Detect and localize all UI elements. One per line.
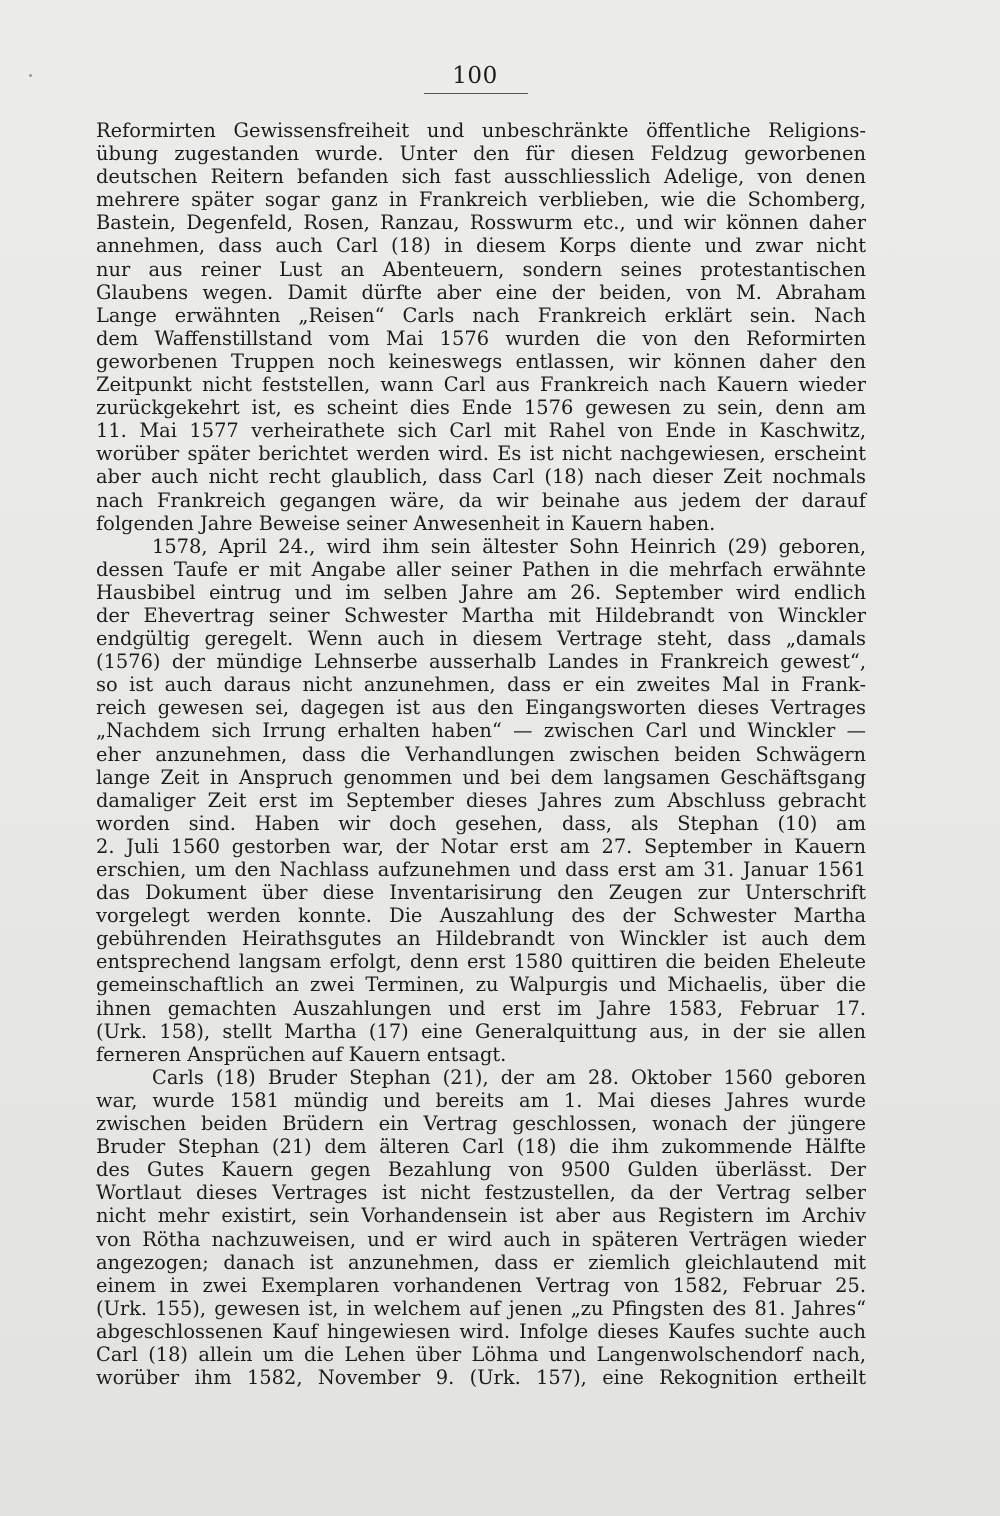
text-line: der Ehevertrag seiner Schwester Martha mit Hildebrandt von Winckler — [96, 603, 866, 627]
text-line: ihnen gemachten Auszahlungen und erst im Jahre 1583, Februar 17. — [96, 996, 866, 1020]
text-line: entsprechend langsam erfolgt, denn erst 1580 quittiren die beiden Eheleute — [96, 950, 866, 974]
text-line: aber auch nicht recht glaublich, dass Carl (18) nach dieser Zeit nochmals — [96, 465, 866, 489]
text-line: gemeinschaftlich an zwei Terminen, zu Walpurgis und Michaelis, über die — [96, 973, 866, 997]
text-line: einem in zwei Exemplaren vorhandenen Vertrag von 1582, Februar 25. — [96, 1273, 866, 1297]
text-line: geworbenen Truppen noch keineswegs entlassen, wir können daher den — [96, 349, 866, 373]
text-line: worüber ihm 1582, November 9. (Urk. 157), eine Rekognition ertheilt — [96, 1366, 866, 1390]
text-line: zwischen beiden Brüdern ein Vertrag geschlossen, wonach der jüngere — [96, 1112, 866, 1136]
text-line: Bastein, Degenfeld, Rosen, Ranzau, Rosswurm etc., und wir können daher — [96, 211, 866, 235]
text-line: zurückgekehrt ist, es scheint dies Ende 1576 gewesen zu sein, denn am — [96, 396, 866, 420]
page-number: 100 — [452, 63, 498, 89]
text-line: angezogen; danach ist anzunehmen, dass er ziemlich gleichlautend mit — [96, 1250, 866, 1274]
text-line: Carls (18) Bruder Stephan (21), der am 28. Oktober 1560 geboren — [152, 1065, 866, 1089]
text-line: erschien, um den Nachlass aufzunehmen und dass erst am 31. Januar 1561 — [96, 858, 866, 881]
text-line: „Nachdem sich Irrung erhalten haben“ — zwischen Carl und Winckler — — [96, 719, 866, 743]
text-line: damaliger Zeit erst im September dieses Jahres zum Abschluss gebracht — [96, 788, 866, 812]
text-line: ferneren Ansprüchen auf Kauern entsagt. — [96, 1042, 507, 1066]
text-line: endgültig geregelt. Wenn auch in diesem Vertrage steht, dass „damals — [96, 627, 866, 651]
text-line: Zeitpunkt nicht feststellen, wann Carl aus Frankreich nach Kauern wieder — [96, 373, 866, 397]
text-line: annehmen, dass auch Carl (18) in diesem Korps diente und zwar nicht — [96, 234, 866, 258]
text-line: lange Zeit in Anspruch genommen und bei dem langsamen Geschäftsgang — [96, 765, 866, 789]
text-line: 1578, April 24., wird ihm sein ältester Sohn Heinrich (29) geboren, — [152, 534, 866, 558]
text-line: (Urk. 158), stellt Martha (17) eine Generalquittung aus, in der sie allen — [96, 1019, 866, 1043]
text-line: Wortlaut dieses Vertrages ist nicht festzustellen, da der Vertrag selber — [96, 1181, 866, 1205]
text-line: 2. Juli 1560 gestorben war, der Notar erst am 27. September in Kauern — [96, 834, 866, 858]
text-line: dem Waffenstillstand vom Mai 1576 wurden die von den Reformirten — [96, 326, 866, 350]
text-line: Reformirten Gewissensfreiheit und unbeschränkte öffentliche Religions- — [96, 119, 866, 142]
text-line: Lange erwähnten „Reisen“ Carls nach Frankreich erklärt sein. Nach — [96, 303, 866, 327]
text-line: (1576) der mündige Lehnserbe ausserhalb Landes in Frankreich gewest“, — [96, 650, 866, 674]
text-line: so ist auch daraus nicht anzunehmen, dass er ein zweites Mal in Frank- — [96, 673, 866, 697]
body-text — [96, 119, 866, 1389]
paper-speck — [29, 74, 32, 77]
text-line: nach Frankreich gegangen wäre, da wir beinahe aus jedem der darauf — [96, 488, 866, 512]
text-line: Carl (18) allein um die Lehen über Löhma und Langenwolschendorf nach, — [96, 1342, 866, 1366]
text-line: vorgelegt werden konnte. Die Auszahlung des der Schwester Martha — [96, 904, 866, 928]
text-line: das Dokument über diese Inventarisirung den Zeugen zur Unterschrift — [96, 881, 866, 905]
text-line: Bruder Stephan (21) dem älteren Carl (18) die ihm zukommende Hälfte — [96, 1135, 866, 1159]
text-line: deutschen Reitern befanden sich fast ausschliesslich Adelige, von denen — [96, 165, 866, 189]
text-line: war, wurde 1581 mündig und bereits am 1. Mai dieses Jahres wurde — [96, 1088, 866, 1112]
text-line: 11. Mai 1577 verheirathete sich Carl mit Rahel von Ende in Kaschwitz, — [96, 419, 866, 443]
text-line: des Gutes Kauern gegen Bezahlung von 9500 Gulden überlässt. Der — [96, 1158, 866, 1182]
text-line: (Urk. 155), gewesen ist, in welchem auf jenen „zu Pfingsten des 81. Jahres“ — [96, 1296, 866, 1320]
header-rule — [424, 93, 528, 94]
text-line: Hausbibel eintrug und im selben Jahre am 26. September wird endlich — [96, 580, 866, 604]
text-line: nicht mehr existirt, sein Vorhandensein ist aber aus Registern im Archiv — [96, 1204, 866, 1228]
text-line: mehrere später sogar ganz in Frankreich verblieben, wie die Schomberg, — [96, 188, 866, 212]
text-line: reich gewesen sei, dagegen ist aus den Eingangsworten dieses Vertrages — [96, 696, 866, 720]
text-line: dessen Taufe er mit Angabe aller seiner Pathen in die mehrfach erwähnte — [96, 557, 866, 581]
text-line: worden sind. Haben wir doch gesehen, dass, als Stephan (10) am — [96, 811, 866, 835]
text-line: eher anzunehmen, dass die Verhandlungen zwischen beiden Schwägern — [96, 742, 866, 766]
text-line: worüber später berichtet werden wird. Es ist nicht nachgewiesen, erscheint — [96, 442, 866, 466]
text-line: Glaubens wegen. Damit dürfte aber eine der beiden, von M. Abraham — [96, 280, 866, 304]
text-line: gebührenden Heirathsgutes an Hildebrandt von Winckler ist auch dem — [96, 927, 866, 951]
text-line: übung zugestanden wurde. Unter den für diesen Feldzug geworbenen — [96, 142, 866, 166]
text-line: abgeschlossenen Kauf hingewiesen wird. Infolge dieses Kaufes suchte auch — [96, 1319, 866, 1343]
text-line: von Rötha nachzuweisen, und er wird auch in späteren Verträgen wieder — [96, 1227, 866, 1251]
text-line: folgenden Jahre Beweise seiner Anwesenheit in Kauern haben. — [96, 511, 716, 535]
text-line: nur aus reiner Lust an Abenteuern, sondern seines protestantischen — [96, 257, 866, 281]
